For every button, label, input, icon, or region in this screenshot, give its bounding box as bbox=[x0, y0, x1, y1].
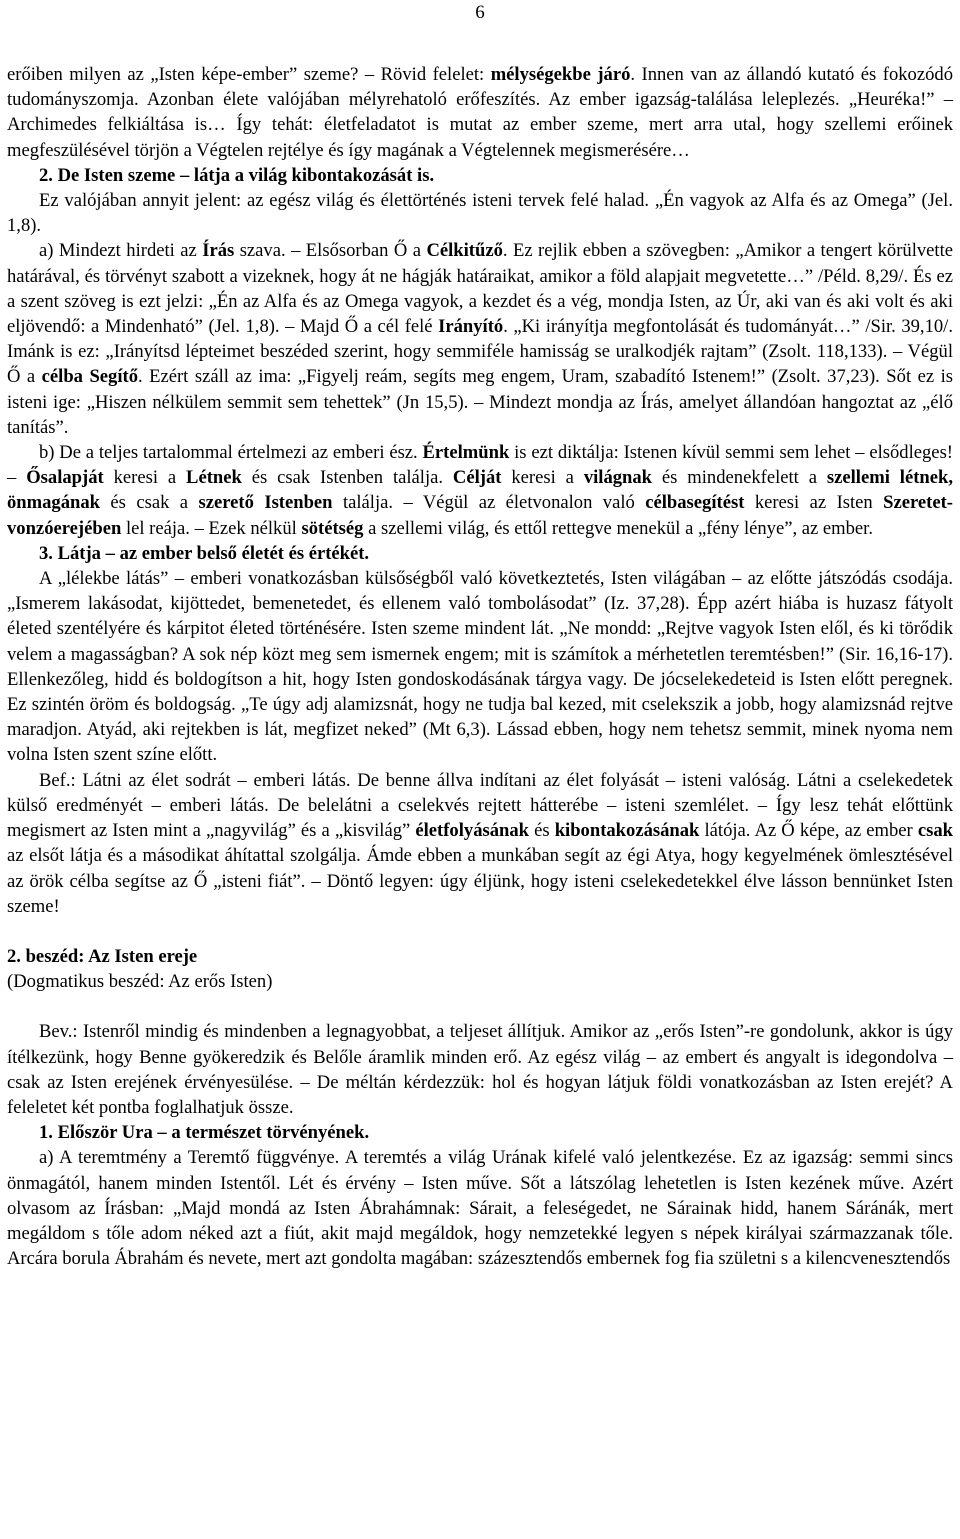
text-run: . Ez rejlik ebben a szövegben: „Amikor a tengert körülvette határával, és törvényt szabott a vizeknek, hogy át ne hágják határaikat, amikor a föld alapjait megvetette…” /Péld. 8,29/. És ez a szent szöveg is ezt jelzi: „Én az Alfa és az Omega vagyok, a kezdet és a vég, mondja Isten, az Úr, aki van és aki volt és aki eljövendő: a Mindenható” (Jel. 1,8). – Majd Ő a cél felé bbox=[7, 240, 954, 338]
text-run: keresi a bbox=[103, 467, 187, 489]
text-run: találja. – Végül az életvonalon való bbox=[332, 492, 646, 514]
text-run: erőiben milyen az „Isten képe-ember” szeme? – Rövid felelet: bbox=[7, 64, 491, 85]
bold-text: Értelmünk bbox=[422, 442, 510, 464]
paragraph bbox=[7, 62, 953, 163]
text-run: és bbox=[529, 820, 555, 842]
paragraph bbox=[7, 238, 953, 440]
paragraph bbox=[7, 1120, 953, 1145]
text-run: . Ezért száll az ima: „Figyelj reám, segíts meg engem, Uram, szabadító Istenem!” (Zsolt. 37,23). Sőt ez is isteni ige: „Hiszen nélkülem semmit sem tehettek” (Jn 15,5). – Mindezt mondja az Írás, amelyet állandóan hangoztat az „élő tanítás”. bbox=[7, 366, 953, 438]
text-run: Bef.: Látni az élet sodrát – emberi látás. De benne állva indítani az élet folyását – isteni valóság. Látni a cselekedetek külső eredményét – emberi látás. De belelátni a cselekvés rejtett hátterébe – isteni szemlélet. – Így lesz tehát előttünk megismert az Isten mint a „nagyvilág” és a „kisvilág” bbox=[7, 769, 953, 842]
text-run: lel reája. – Ezek nélkül bbox=[121, 517, 302, 539]
bold-text: Ősalapját bbox=[26, 467, 104, 489]
paragraph bbox=[7, 944, 953, 969]
paragraph bbox=[7, 188, 953, 238]
bold-text: 2. De Isten szeme – látja a világ kibontakozását is. bbox=[39, 164, 435, 186]
text-run: a szellemi világ, és ettől rettegve menekül a „fény lénye”, az ember. bbox=[363, 517, 874, 539]
bold-text: Célkitűző bbox=[426, 240, 503, 262]
paragraph bbox=[7, 768, 953, 919]
bold-text: életfolyásának bbox=[415, 820, 529, 842]
bold-text: 1. Először Ura – a természet törvényének. bbox=[39, 1122, 370, 1144]
bold-text: világnak bbox=[583, 467, 653, 489]
bold-text: Létnek bbox=[186, 467, 242, 489]
paragraph-gap bbox=[7, 919, 953, 944]
bold-text: Írás bbox=[202, 240, 235, 262]
bold-text: Irányító bbox=[438, 316, 504, 338]
text-run: is ezt diktálja: Istenen kívül semmi sem lehet – elsődleges! – bbox=[7, 442, 953, 489]
text-run: és csak a bbox=[100, 492, 199, 514]
text-run: és mindenekfelett a bbox=[652, 467, 827, 489]
paragraph-gap bbox=[7, 994, 953, 1019]
bold-text: szerető Istenben bbox=[198, 492, 333, 514]
bold-text: mélységekbe járó bbox=[490, 64, 631, 85]
text-run: keresi a bbox=[501, 467, 584, 489]
text-run: és csak Istenben találja. bbox=[241, 467, 453, 489]
bold-text: 3. Látja – az ember belső életét és értékét. bbox=[39, 542, 370, 564]
bold-text: célba Segítő bbox=[41, 366, 138, 388]
bold-text: Szeretet-vonzóerejében bbox=[7, 492, 954, 539]
text-run: . Innen van az állandó kutató és fokozódó tudományszomja. Azonban élete valójában mélyrehatoló erőfeszítés. Az ember igazság-találása leleplezés. „Heuréka!” – Archimedes felkiáltása is… Így tehát: életfeladatot is mutat az ember szeme, mert arra utal, hogy szellemi erőinek megfeszülésével törjön a Végtelen rejtélye és így magának a Végtelennek megismerésére… bbox=[7, 64, 953, 161]
text-run: . „Ki irányítja megfontolását és tudományát…” /Sir. 39,10/. Imánk is ez: „Irányítsd lépteimet beszéded szerint, hogy semmiféle hamisság se uralkodjék rajtam” (Zsolt. 118,133). – Végül Ő a bbox=[7, 316, 953, 388]
document-body bbox=[7, 62, 953, 1271]
text-run: Bev.: Istenről mindig és mindenben a legnagyobbat, a teljeset állítjuk. Amikor az „erős Isten”-re gondolunk, akkor is úgy ítélkezünk, hogy Benne gyökeredzik és Belőle áramlik minden erő. Az egész világ – az embert és angyalt is idegondolva – csak az Isten erejének érvényesülése. – De méltán kérdezzük: hol és hogyan látjuk földi vonatkozásban az Isten erejét? A feleletet két pontba foglalhatjuk össze. bbox=[7, 1021, 953, 1118]
bold-text: csak bbox=[917, 820, 953, 842]
bold-text: Célját bbox=[452, 467, 502, 489]
text-run: keresi az Isten bbox=[744, 492, 884, 514]
text-run: A „lélekbe látás” – emberi vonatkozásban külsőségből való következtetés, Isten világában – az előtte játszódás csodája. „Ismerem lakásodat, kijöttedet, bemenetedet, és ellenem való tombolásodat” (Iz. 37,28). Épp azért hiába is huzasz fátyolt életed szentélyére és kárpitot életed történésére. Isten szeme mindent lát. „Ne mondd: „Rejtve vagyok Isten elől, és ki törődik velem a magasságban? A sok nép közt meg sem ismernek engem; mit is számítok a mérhetetlen teremtésben!” (Sir. 16,16-17). Ellenkezőleg, hidd és boldogítson a hit, hogy Isten gondoskodásának tárgya vagy. De jócselekedeteid is Isten előtt peregnek. Ez szintén öröm és boldogság. „Te úgy adj alamizsnát, hogy ne tudja bal kezed, mit cselekszik a jobb, hogy alamizsnád rejtve maradjon. Atyád, aki rejtekben is lát, megfizet neked” (Mt 6,3). Lássad ebben, hogy nem tehetsz semmit, minek nyoma nem volna Isten szent színe előtt. bbox=[7, 568, 953, 766]
paragraph bbox=[7, 440, 953, 541]
paragraph bbox=[7, 566, 953, 768]
text-run: a) A teremtmény a Teremtő függvénye. A teremtés a világ Urának kifelé való jelentkezése. Ez az igazság: semmi sincs önmagától, hanem minden Istentől. Lét és érvény – Isten műve. Sőt a látszólag lehetetlen is Isten kezének műve. Azért olvasom az Írásban: „Majd mondá az Isten Ábrahámnak: Sárait, a feleségedet, ne Sárainak hidd, hanem Sáránák, mert megáldom s tőle adom néked azt a fiút, akit majd megáldok, hogy nemzetekké legyen s népek királyai származzanak tőle. Arcára borula Ábrahám és nevete, mert azt gondolta magában: százesztendős embernek fog fia születni s a kilencvenesztendős bbox=[7, 1147, 953, 1270]
text-run: (Dogmatikus beszéd: Az erős Isten) bbox=[7, 971, 273, 993]
paragraph bbox=[7, 1145, 953, 1271]
bold-text: célbasegítést bbox=[645, 492, 745, 514]
bold-text: sötétség bbox=[301, 517, 364, 539]
paragraph bbox=[7, 541, 953, 566]
paragraph bbox=[7, 969, 953, 994]
text-run: az elsőt látja és a másodikat áhítattal szolgálja. Ámde ebben a munkában segít az égi Atya, hogy kegyelmének ömlesztésével az örök célba segítse az Ő „isteni fiát”. – Döntő legyen: úgy éljünk, hogy isteni cselekedetekkel élve lásson bennünket Isten szeme! bbox=[7, 845, 953, 917]
text-run: szava. – Elsősorban Ő a bbox=[234, 240, 427, 262]
paragraph bbox=[7, 1019, 953, 1120]
text-run: Ez valójában annyit jelent: az egész világ és élettörténés isteni tervek felé halad. „Én vagyok az Alfa és az Omega” (Jel. 1,8). bbox=[7, 190, 953, 237]
bold-text: kibontakozásának bbox=[554, 820, 700, 842]
page-number: 6 bbox=[475, 2, 485, 23]
text-run: a) Mindezt hirdeti az bbox=[39, 240, 203, 262]
bold-text: szellemi létnek, önmagának bbox=[7, 467, 953, 514]
paragraph bbox=[7, 163, 953, 188]
text-run: látója. Az Ő képe, az ember bbox=[699, 820, 918, 842]
bold-text: 2. beszéd: Az Isten ereje bbox=[7, 945, 198, 967]
text-run: b) De a teljes tartalommal értelmezi az emberi ész. bbox=[39, 442, 423, 464]
